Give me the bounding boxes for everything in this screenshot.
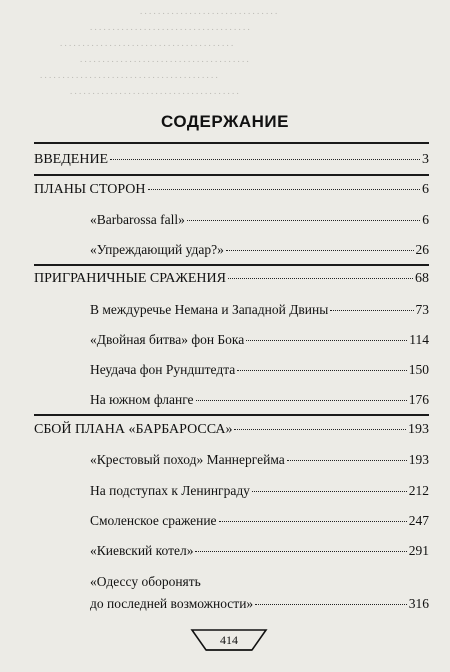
toc-entry-page: 114 [409, 332, 429, 347]
toc-entry-page: 193 [408, 452, 429, 467]
leader-dots [234, 429, 406, 430]
toc-entry[interactable] [34, 422, 429, 438]
toc-entry-label: Неудача фон Рундштедта [90, 362, 236, 377]
leader-dots [226, 250, 414, 251]
toc-entry-page: 68 [415, 271, 429, 286]
toc-entry-page: 3 [422, 152, 429, 167]
toc-entry-page: 176 [408, 392, 429, 407]
toc-entry-page: 73 [415, 302, 429, 317]
book-page: . . . . . . . . . . . . . . . . . . . . . . . . . . . . . . . . . . . . . . . . . . . . . . . . . . . . . . . . . . . . . . . . . . . . . . . . . . . . . . . . . . . . . . . . . . . . . . . . . . . . . . . . . . . . . . . . . . . . . . . . . . . . . . . . . . . . . . . . . . . . . . . . . . . . . . . . . . . . . . . . . . . . . . . . . . . . . . . . . . . . . . . . . . . . . . . . . . . . . . . . . . . . . . . . . . . . . . . . . . . . . . СОДЕРЖАНИЕ ВВЕДЕНИЕ 3 ПЛАНЫ СТОРОН 6 «Barbarossa fall» 6 «Упреждающий удар?» 26 ПРИГРАНИЧНЫЕ СРАЖЕНИЯ 68 В междуречье Немана и Западной Двины 73 «Двойная битва» фон Бока 114 Неудача фон Рундштедта 150 На южном фланге 176 СБОЙ ПЛАНА «БАРБАРОССА» 193 «Крестовый поход» Маннергейма 193 На подступах к Ленинграду 212 Смоленское сражение 247 «Киевский котел» 291 «Одессу оборонять до последней возможности» 316 414 [0, 0, 450, 672]
toc-entry-label: СБОЙ ПЛАНА «БАРБАРОССА» [34, 422, 233, 437]
toc-entry-page: 291 [408, 543, 429, 558]
toc-entry[interactable] [90, 574, 429, 612]
toc-entry-label: Смоленское сражение [90, 513, 217, 528]
title-underline [34, 142, 429, 144]
toc-entry-page: 6 [422, 212, 429, 227]
toc-entry[interactable] [34, 182, 429, 198]
toc-entry-page: 212 [408, 483, 429, 498]
toc-entry[interactable] [90, 302, 429, 318]
section-divider [34, 174, 429, 176]
leader-dots [219, 521, 407, 522]
toc-entry-label: На подступах к Ленинграду [90, 483, 250, 498]
toc-entry-label: В междуречье Немана и Западной Двины [90, 302, 329, 317]
toc-entry[interactable] [90, 452, 429, 468]
toc-entry[interactable] [34, 271, 429, 287]
leader-dots [237, 370, 406, 371]
leader-dots [196, 400, 407, 401]
leader-dots [148, 189, 420, 190]
toc-entry[interactable] [90, 392, 429, 408]
toc-entry-page: 150 [408, 362, 429, 377]
page-number: 414 [220, 633, 238, 647]
section-divider [34, 264, 429, 266]
toc-entry-label: «Киевский котел» [90, 543, 194, 558]
toc-entry-label: «Двойная битва» фон Бока [90, 332, 245, 347]
leader-dots [287, 460, 407, 461]
toc-entry-label-line1: «Одессу оборонять [90, 574, 201, 589]
leader-dots [110, 159, 420, 160]
toc-entry-label: ПЛАНЫ СТОРОН [34, 182, 146, 197]
toc-entry-label: ПРИГРАНИЧНЫЕ СРАЖЕНИЯ [34, 271, 226, 286]
toc-entry-page: 193 [408, 422, 429, 437]
leader-dots [255, 604, 407, 605]
leader-dots [228, 278, 413, 279]
toc-entry[interactable] [90, 332, 429, 348]
toc-entry-label-line2: до последней возможности» [90, 596, 254, 611]
leader-dots [252, 491, 407, 492]
toc-entry-label: ВВЕДЕНИЕ [34, 152, 109, 167]
toc-entry[interactable] [90, 543, 429, 559]
toc-entry-page: 316 [408, 596, 429, 611]
toc-entry-page: 247 [408, 513, 429, 528]
leader-dots [246, 340, 407, 341]
toc-entry[interactable] [90, 513, 429, 529]
leader-dots [187, 220, 420, 221]
toc-entry[interactable] [90, 483, 429, 499]
toc-entry-label: На южном фланге [90, 392, 194, 407]
toc-entry-page: 26 [415, 242, 429, 257]
toc-entry-label: «Крестовый поход» Маннергейма [90, 452, 285, 467]
toc-entry[interactable] [90, 212, 429, 228]
leader-dots [330, 310, 413, 311]
toc-entry-page: 6 [422, 182, 429, 197]
toc-entry[interactable] [90, 362, 429, 378]
leader-dots [195, 551, 406, 552]
page-title: СОДЕРЖАНИЕ [161, 112, 289, 131]
toc-entry[interactable] [34, 152, 429, 168]
toc-entry[interactable] [90, 242, 429, 258]
section-divider [34, 414, 429, 416]
toc-entry-label: «Упреждающий удар?» [90, 242, 224, 257]
toc-entry-label: «Barbarossa fall» [90, 212, 185, 227]
